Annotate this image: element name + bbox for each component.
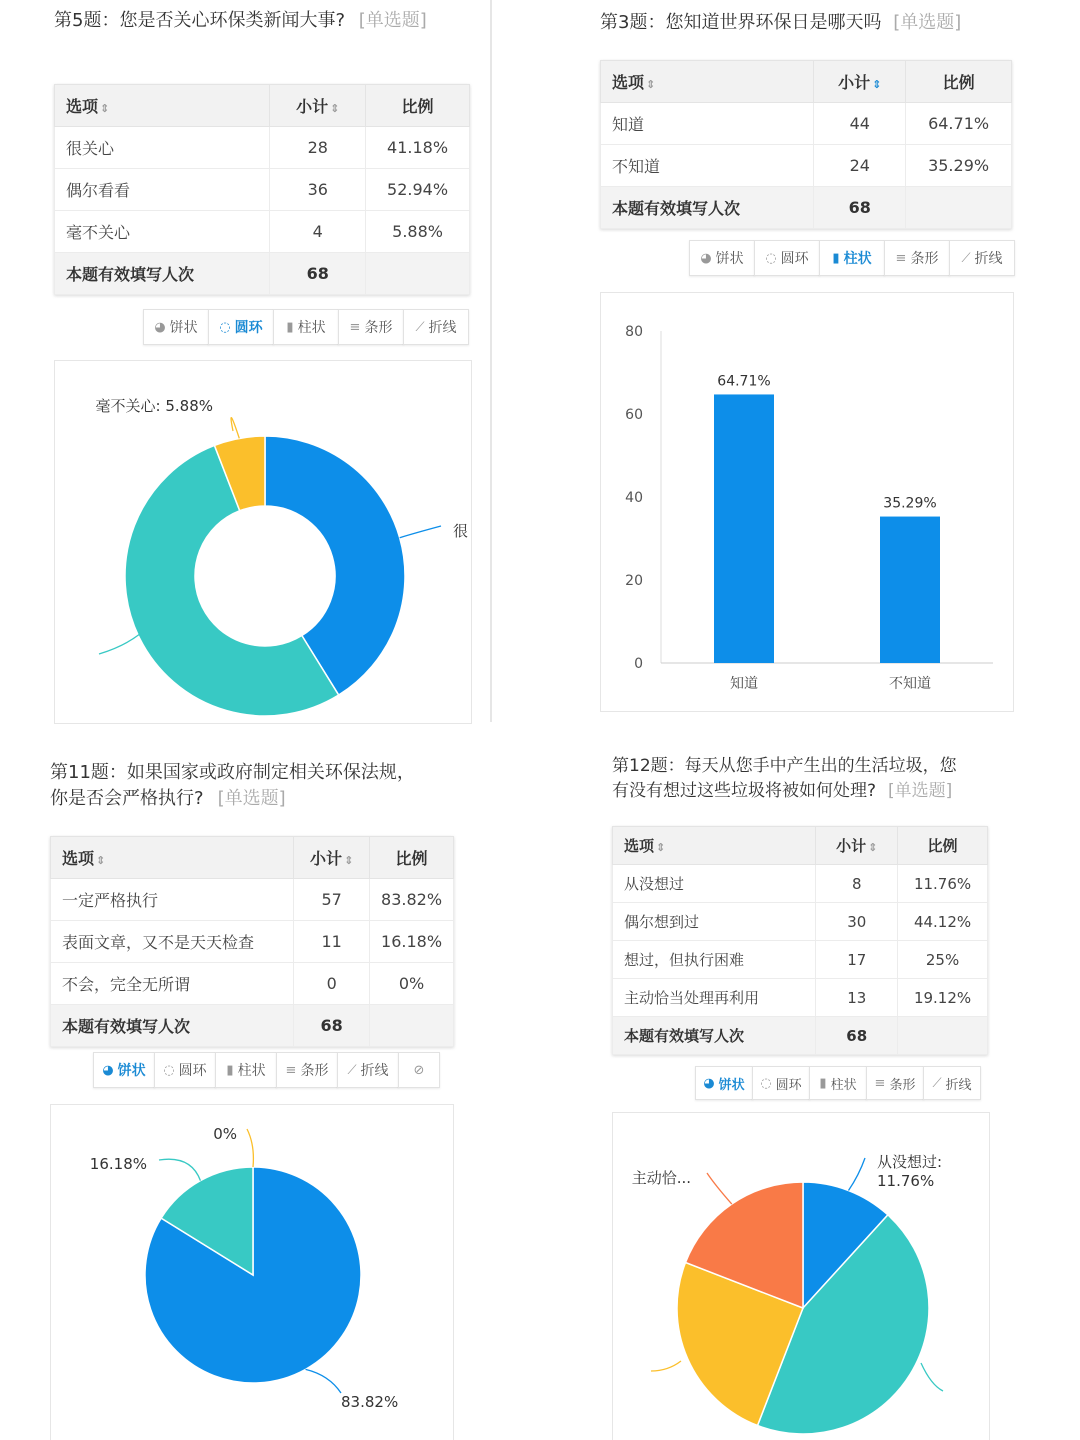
ratio-cell: 11.76% [898,865,988,903]
q5-donut-chart [55,361,472,724]
total-row [613,1017,988,1055]
q12-title-line2: 有没有想过这些垃圾将被如何处理? [612,781,877,801]
tab-pie[interactable]: ◕ 饼状 [689,240,755,276]
hide-icon: ⊘ [413,1062,425,1078]
tab-hbar[interactable]: ≡ 条形 [276,1052,338,1088]
ratio-cell: 83.82% [370,879,454,921]
label-leader-line [247,1129,253,1167]
hbar-icon: ≡ [349,319,361,335]
q5-title [54,8,454,34]
table-row [55,211,470,253]
q12-title-line1: 第12题：每天从您手中产生出的生活垃圾，您 [612,756,957,776]
q12-chart-tabs [696,1066,981,1102]
ring-icon: ◌ [765,250,777,266]
total-count: 68 [816,1017,898,1055]
q3-title-text: 第3题：您知道世界环保日是哪天吗 [600,12,882,33]
q5-type-tag: [单选题] [358,10,427,31]
ratio-cell: 0% [370,963,454,1005]
option-cell: 很关心 [55,127,270,169]
ratio-cell: 41.18% [366,127,470,169]
q11-stats-table [50,836,454,1047]
y-tick-label: 20 [625,573,643,589]
table-row [613,979,988,1017]
q11-chart-tabs [94,1052,440,1088]
q3-title [600,10,1040,36]
table-row [51,879,454,921]
bar-0 [714,394,774,663]
q11-table-header [51,837,454,879]
count-cell: 57 [294,879,370,921]
slice-label: 主动恰... [631,1169,691,1187]
label-leader-line [848,1158,865,1191]
total-count: 68 [814,187,906,229]
q3-type-tag: [单选题] [893,12,962,33]
table-row [613,941,988,979]
total-label: 本题有效填写人次 [51,1005,294,1047]
ring-icon: ◌ [760,1075,772,1091]
count-cell: 28 [270,127,366,169]
total-row [51,1005,454,1047]
ratio-cell: 64.71% [906,103,1012,145]
label-leader-line [400,526,441,538]
table-row [55,127,470,169]
tab-ring[interactable]: ◌ 圆环 [208,309,274,345]
q3-chart-tabs [690,240,1015,276]
y-tick-label: 0 [634,656,643,672]
line-icon: ⟋ [347,1062,357,1078]
q5-header-count[interactable]: 小计 ⇕ [270,85,366,127]
tab-ring[interactable]: ◌ 圆环 [154,1052,216,1088]
q11-header-ratio: 比例 [370,837,454,879]
slice-label: 83.82% [341,1393,399,1411]
tab-bar[interactable]: ▮ 柱状 [809,1066,867,1100]
q12-pie-chart [613,1113,990,1440]
q11-title-line1: 第11题：如果国家或政府制定相关环保法规， [50,762,415,783]
tab-ring[interactable]: ◌ 圆环 [752,1066,810,1100]
count-cell: 44 [814,103,906,145]
bar-icon: ▮ [832,250,840,266]
total-empty [370,1005,454,1047]
slice-label: 毫不关心: 5.88% [95,397,213,415]
q12-table-header [613,827,988,865]
label-leader-line [707,1173,732,1204]
q12-chart-area [612,1112,990,1440]
hbar-icon: ≡ [285,1062,297,1078]
ratio-cell: 19.12% [898,979,988,1017]
tab-line[interactable]: ⟋ 折线 [403,309,469,345]
q3-table-header [601,61,1012,103]
total-label: 本题有效填写人次 [55,253,270,295]
bar-1 [880,517,940,663]
ratio-cell: 25% [898,941,988,979]
sort-icon[interactable]: ⇕ [872,78,882,91]
q3-header-option[interactable]: 选项 ⇕ [601,61,814,103]
count-cell: 30 [816,903,898,941]
q11-header-count[interactable]: 小计 ⇕ [294,837,370,879]
q5-header-ratio: 比例 [366,85,470,127]
column-divider [490,0,492,722]
q11-chart-area [50,1104,454,1440]
q11-title-line2: 你是否会严格执行? [50,788,204,809]
tab-hbar[interactable]: ≡ 条形 [884,240,950,276]
label-leader-line [159,1159,200,1180]
q3-chart-area [600,292,1014,712]
option-cell: 主动恰当处理再利用 [613,979,816,1017]
tab-bar[interactable]: ▮ 柱状 [273,309,339,345]
option-cell: 知道 [601,103,814,145]
tab-bar[interactable]: ▮ 柱状 [819,240,885,276]
tab-pie[interactable]: ◕ 饼状 [93,1052,155,1088]
bar-data-label: 35.29% [883,495,937,512]
table-row [613,865,988,903]
table-row [613,903,988,941]
q3-header-ratio: 比例 [906,61,1012,103]
option-cell: 从没想过 [613,865,816,903]
q3-header-count[interactable]: 小计 ⇕ [814,61,906,103]
tab-pie[interactable]: ◕ 饼状 [695,1066,753,1100]
label-leader-line [921,1363,943,1391]
option-cell: 偶尔想到过 [613,903,816,941]
pie-icon: ◕ [154,319,166,335]
tab-bar[interactable]: ▮ 柱状 [215,1052,277,1088]
option-cell: 不知道 [601,145,814,187]
q12-header-option[interactable]: 选项 ⇕ [613,827,816,865]
sort-icon[interactable]: ⇕ [100,102,110,115]
count-cell: 11 [294,921,370,963]
q12-stats-table [612,826,988,1055]
sort-icon[interactable]: ⇕ [330,102,340,115]
tab-line[interactable]: ⟋ 折线 [337,1052,399,1088]
hbar-icon: ≡ [895,250,907,266]
y-tick-label: 80 [625,324,643,340]
hbar-icon: ≡ [874,1075,886,1091]
sort-icon[interactable]: ⇕ [656,841,666,854]
total-empty [906,187,1012,229]
q5-chart-area [54,360,472,724]
total-row [55,253,470,295]
ratio-cell: 5.88% [366,211,470,253]
q12-header-count[interactable]: 小计 ⇕ [816,827,898,865]
q5-title-text: 第5题：您是否关心环保类新闻大事? [54,10,346,31]
q12-title [612,754,1032,804]
q11-header-option[interactable]: 选项 ⇕ [51,837,294,879]
q11-pie-chart [51,1105,454,1440]
total-count: 68 [294,1005,370,1047]
tab-line[interactable]: ⟋ 折线 [949,240,1015,276]
count-cell: 13 [816,979,898,1017]
total-empty [898,1017,988,1055]
count-cell: 4 [270,211,366,253]
table-row [601,103,1012,145]
sort-icon[interactable]: ⇕ [96,854,106,867]
q12-type-tag: [单选题] [888,781,953,801]
ratio-cell: 44.12% [898,903,988,941]
slice-label: 从没想过: [877,1153,943,1171]
y-tick-label: 40 [625,490,643,506]
total-label: 本题有效填写人次 [613,1017,816,1055]
tab-hbar[interactable]: ≡ 条形 [866,1066,924,1100]
bar-icon: ▮ [286,319,294,335]
x-tick-label: 不知道 [889,676,931,692]
option-cell: 一定严格执行 [51,879,294,921]
ring-icon: ◌ [219,319,231,335]
slice-label: 0% [213,1125,237,1143]
tab-ring[interactable]: ◌ 圆环 [754,240,820,276]
x-tick-label: 知道 [730,676,758,692]
option-cell: 毫不关心 [55,211,270,253]
ring-icon: ◌ [163,1062,175,1078]
slice-label: 16.18% [89,1155,147,1173]
option-cell: 表面文章，又不是天天检查 [51,921,294,963]
total-row [601,187,1012,229]
q11-title [50,760,470,812]
table-row [601,145,1012,187]
q5-stats-table [54,84,470,295]
q5-chart-tabs [144,309,469,345]
option-cell: 不会，完全无所谓 [51,963,294,1005]
option-cell: 偶尔看看 [55,169,270,211]
bar-icon: ▮ [819,1075,827,1091]
q11-type-tag: [单选题] [217,788,286,809]
pie-icon: ◕ [102,1062,114,1078]
option-cell: 想过，但执行困难 [613,941,816,979]
ratio-cell: 52.94% [366,169,470,211]
total-count: 68 [270,253,366,295]
tab-hide[interactable] [398,1052,440,1088]
label-leader-line [306,1369,341,1393]
ratio-cell: 35.29% [906,145,1012,187]
q5-table-header [55,85,470,127]
sort-icon[interactable]: ⇕ [868,841,878,854]
table-row [51,963,454,1005]
tab-hbar[interactable]: ≡ 条形 [338,309,404,345]
q3-bar-chart [601,293,1014,712]
line-icon: ⟋ [415,319,425,335]
line-icon: ⟋ [932,1075,942,1091]
pie-icon: ◕ [703,1075,715,1091]
sort-icon[interactable]: ⇕ [344,854,354,867]
count-cell: 0 [294,963,370,1005]
count-cell: 36 [270,169,366,211]
ratio-cell: 16.18% [370,921,454,963]
tab-pie[interactable]: ◕ 饼状 [143,309,209,345]
slice-label-value: 11.76% [877,1172,935,1190]
count-cell: 24 [814,145,906,187]
total-label: 本题有效填写人次 [601,187,814,229]
pie-icon: ◕ [700,250,712,266]
label-leader-line [651,1361,681,1371]
slice-label: 很 [453,522,469,540]
bar-data-label: 64.71% [717,373,771,390]
q3-stats-table [600,60,1012,229]
total-empty [366,253,470,295]
label-leader-line [231,418,239,439]
tab-line[interactable]: ⟋ 折线 [923,1066,981,1100]
q12-header-ratio: 比例 [898,827,988,865]
sort-icon[interactable]: ⇕ [646,78,656,91]
label-leader-line [99,633,141,654]
table-row [55,169,470,211]
count-cell: 8 [816,865,898,903]
table-row [51,921,454,963]
count-cell: 17 [816,941,898,979]
bar-icon: ▮ [226,1062,234,1078]
line-icon: ⟋ [961,250,971,266]
y-tick-label: 60 [625,407,643,423]
q5-header-option[interactable]: 选项 ⇕ [55,85,270,127]
